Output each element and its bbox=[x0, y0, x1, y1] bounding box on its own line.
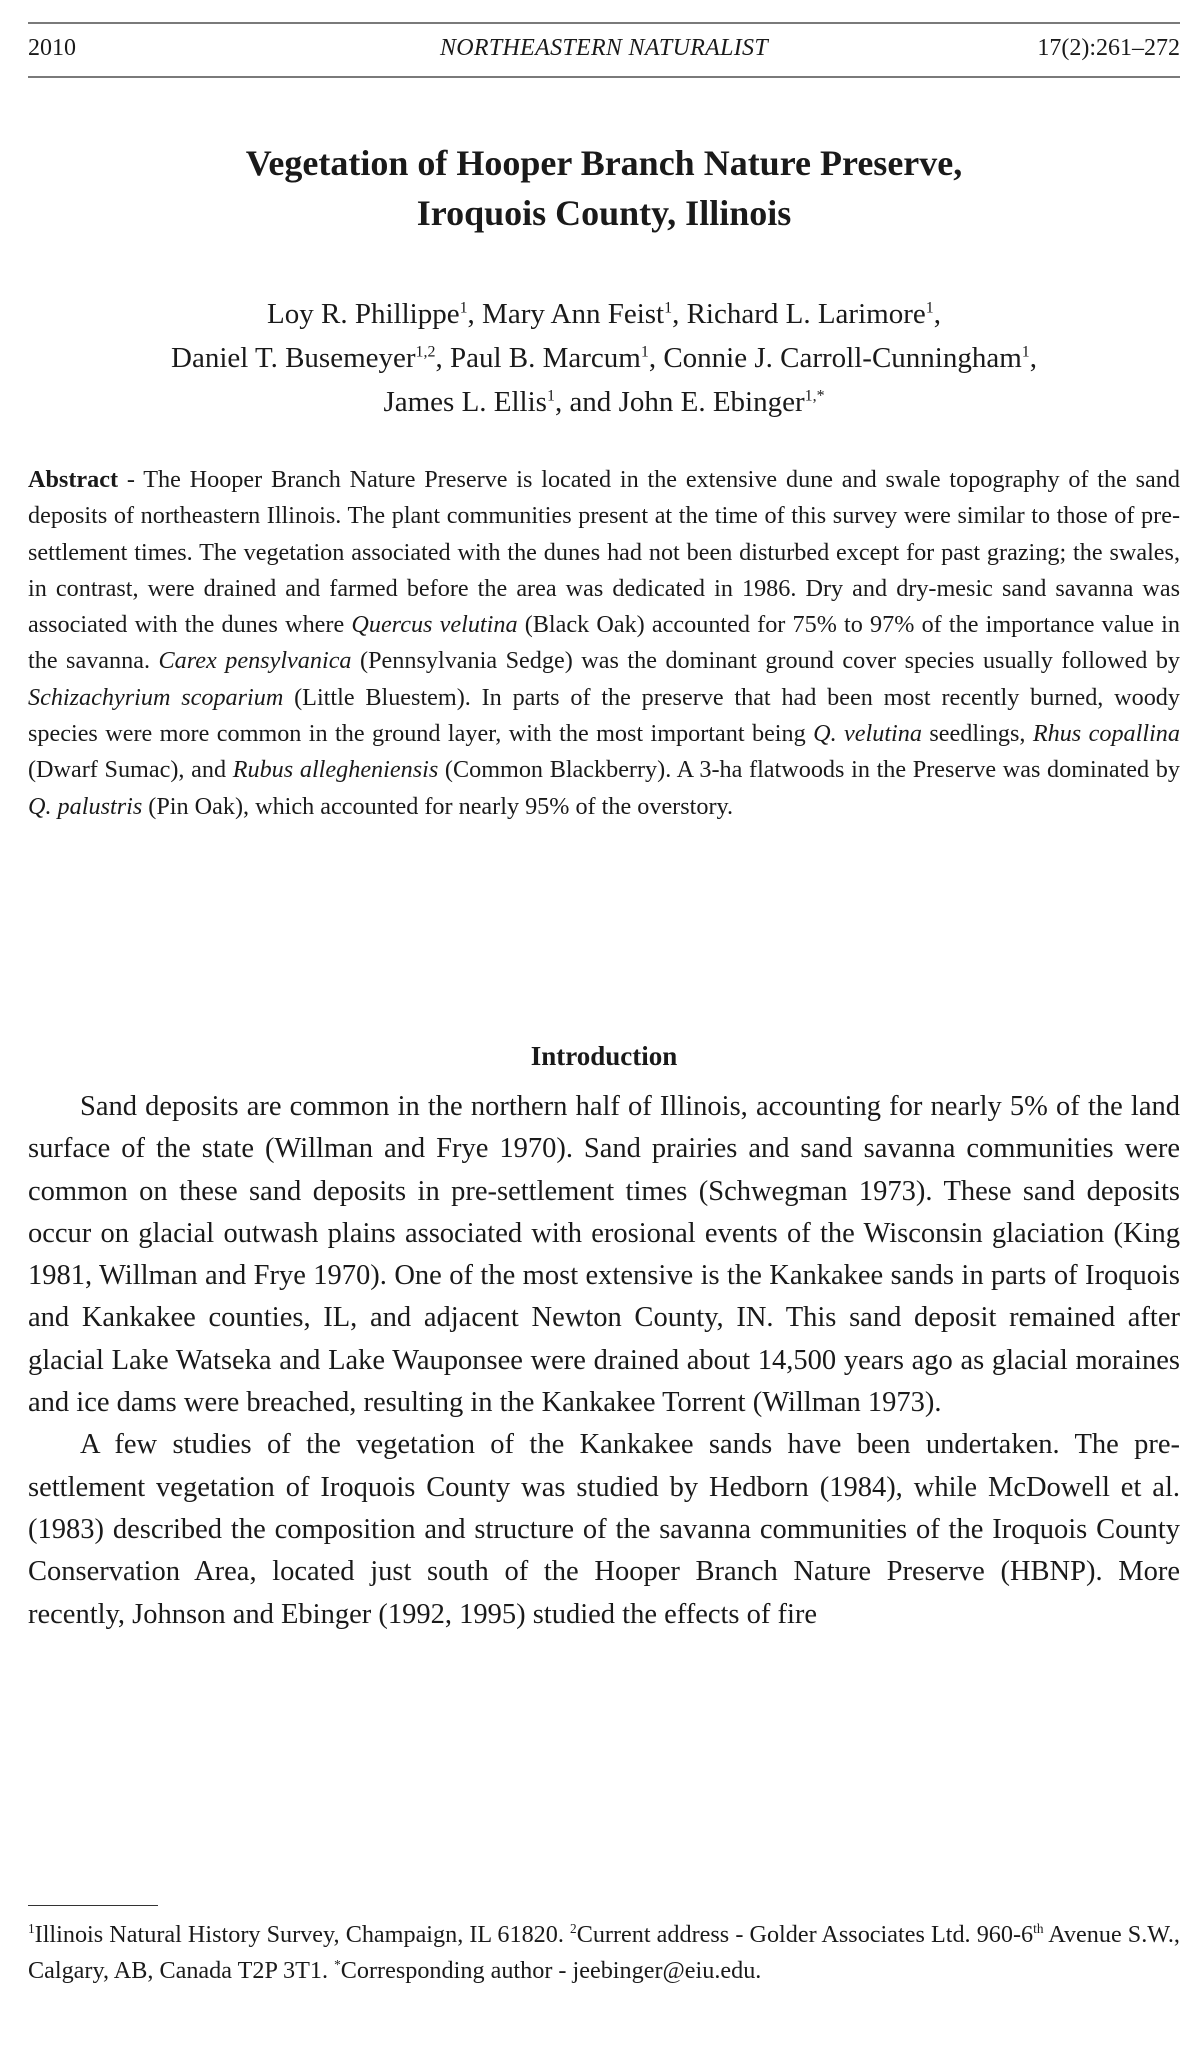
abstract-text: (Black Oak) accounted for 75% to 97% of the importance value in the savanna. bbox=[28, 611, 1180, 675]
author-name: Connie J. Carroll-Cunningham bbox=[663, 342, 1022, 374]
author-affiliation: 1 bbox=[459, 299, 468, 317]
abstract-text: seedlings, bbox=[921, 720, 1033, 748]
abstract-dash: - bbox=[118, 466, 144, 493]
species-name: Quercus velutina bbox=[351, 611, 518, 639]
author-name: Mary Ann Feist bbox=[482, 298, 665, 330]
author-name: James L. Ellis bbox=[383, 386, 547, 418]
journal-name: NORTHEASTERN NATURALIST bbox=[439, 35, 769, 61]
author-separator: , bbox=[1029, 342, 1037, 374]
species-name: Q. palustris bbox=[28, 792, 143, 820]
abstract-text: (Little Bluestem). In parts of the preserve that had been most recently burned, woody species were more common in the ground layer, with the most important being bbox=[28, 683, 1180, 748]
abstract bbox=[28, 462, 1180, 825]
author-name: Richard L. Larimore bbox=[686, 298, 926, 330]
paper-title bbox=[28, 138, 1180, 238]
author-affiliation: 1 bbox=[925, 299, 934, 317]
author-name: Loy R. Phillippe bbox=[267, 298, 460, 330]
abstract-label: Abstract bbox=[28, 466, 119, 493]
author-name: John E. Ebinger bbox=[618, 386, 805, 418]
abstract-text: (Dwarf Sumac), and bbox=[28, 756, 233, 784]
publication-year: 2010 bbox=[28, 35, 76, 61]
footnote-marker: 2 bbox=[570, 1920, 577, 1936]
author-line-2 bbox=[28, 336, 1180, 380]
abstract-body bbox=[28, 466, 1180, 820]
author-affiliation: 1,2 bbox=[415, 343, 436, 361]
author-line-3 bbox=[28, 380, 1180, 424]
running-head bbox=[28, 22, 1180, 78]
section-heading-introduction: Introduction bbox=[530, 1041, 678, 1071]
author-affiliation: 1 bbox=[640, 343, 649, 361]
author-separator: , bbox=[933, 298, 941, 330]
body-paragraph: A few studies of the vegetation of the Kankakee sands have been undertaken. The pre-settlement vegetation of Iroquois County was studied by Hedborn (1984), while McDowell et al. (1983) described the composition and structure of the savanna communities of the Iroquois County Conservation Area, located just south of the Hooper Branch Nature Preserve (HBNP). More recently, Johnson and Ebinger (1992, 1995) studied the effects of fire bbox=[28, 1429, 1180, 1630]
footnote-text: Illinois Natural History Survey, Champaign, IL 61820. bbox=[34, 1921, 571, 1948]
introduction-body bbox=[28, 1086, 1180, 1636]
author-name: Daniel T. Busemeyer bbox=[171, 342, 416, 374]
author-affiliation: 1 bbox=[664, 299, 673, 317]
author-separator: , bbox=[435, 342, 450, 374]
author-separator: , and bbox=[554, 386, 619, 418]
author-name: Paul B. Marcum bbox=[449, 342, 641, 374]
author-separator: , bbox=[467, 298, 483, 330]
author-affiliation: 1 bbox=[546, 387, 555, 405]
author-affiliation: 1 bbox=[1021, 343, 1030, 361]
species-name: Rhus copallina bbox=[1032, 720, 1180, 748]
footnote-affiliations bbox=[28, 1917, 1180, 1989]
abstract-text: (Common Blackberry). A 3-ha flatwoods in the Preserve was dominated by bbox=[438, 756, 1180, 784]
ordinal-suffix: th bbox=[1033, 1920, 1044, 1936]
species-name: Carex pensylvanica bbox=[158, 647, 352, 675]
abstract-text: (Pin Oak), which accounted for nearly 95% of the overstory. bbox=[142, 792, 734, 820]
footnote-divider bbox=[28, 1905, 158, 1906]
footnote-marker: 1 bbox=[28, 1920, 35, 1936]
author-affiliation: 1,* bbox=[804, 387, 825, 405]
title-line-2: Iroquois County, Illinois bbox=[416, 193, 792, 233]
footnote-text: Current address - Golder Associates Ltd. 960-6 bbox=[576, 1921, 1034, 1948]
body-paragraph: Sand deposits are common in the northern half of Illinois, accounting for nearly 5% of the land surface of the state (Willman and Frye 1970). Sand prairies and sand savanna communities were common on these sand deposits in pre-settlement times (Schwegman 1973). These sand deposits occur on glacial outwash plains associated with erosional events of the Wisconsin glaciation (King 1981, Willman and Frye 1970). One of the most extensive is the Kankakee sands in parts of Iroquois and Kankakee counties, IL, and adjacent Newton County, IN. This sand deposit remained after glacial Lake Watseka and Lake Wauponsee were drained about 14,500 years ago as glacial moraines and ice dams were breached, resulting in the Kankakee Torrent (Willman 1973). bbox=[28, 1091, 1180, 1419]
author-line-1 bbox=[28, 292, 1180, 336]
volume-pages: 17(2):261–272 bbox=[1037, 35, 1180, 61]
species-name: Q. velutina bbox=[813, 720, 922, 748]
author-separator: , bbox=[648, 342, 664, 374]
footnote-marker: * bbox=[334, 1956, 341, 1972]
title-line-1: Vegetation of Hooper Branch Nature Preserve, bbox=[245, 143, 963, 183]
author-separator: , bbox=[672, 298, 687, 330]
species-name: Rubus allegheniensis bbox=[232, 756, 439, 784]
footnote-text: Avenue S.W., Calgary, AB, Canada T2P 3T1. bbox=[28, 1921, 1180, 1984]
author-list bbox=[28, 292, 1180, 424]
abstract-text: (Pennsylvania Sedge) was the dominant ground cover species usually followed by bbox=[351, 647, 1181, 675]
species-name: Schizachyrium scoparium bbox=[28, 683, 284, 711]
abstract-text: The Hooper Branch Nature Preserve is located in the extensive dune and swale topography of the sand deposits of northeastern Illinois. The plant communities present at the time of this survey were similar to those of pre-settlement times. The vegetation associated with the dunes had not been disturbed except for past grazing; the swales, in contrast, were drained and farmed before the area was dedicated in 1986. Dry and dry-mesic sand savanna was associated with the dunes where bbox=[28, 466, 1180, 639]
footnote-text: Corresponding author - jeebinger@eiu.edu. bbox=[340, 1957, 762, 1984]
